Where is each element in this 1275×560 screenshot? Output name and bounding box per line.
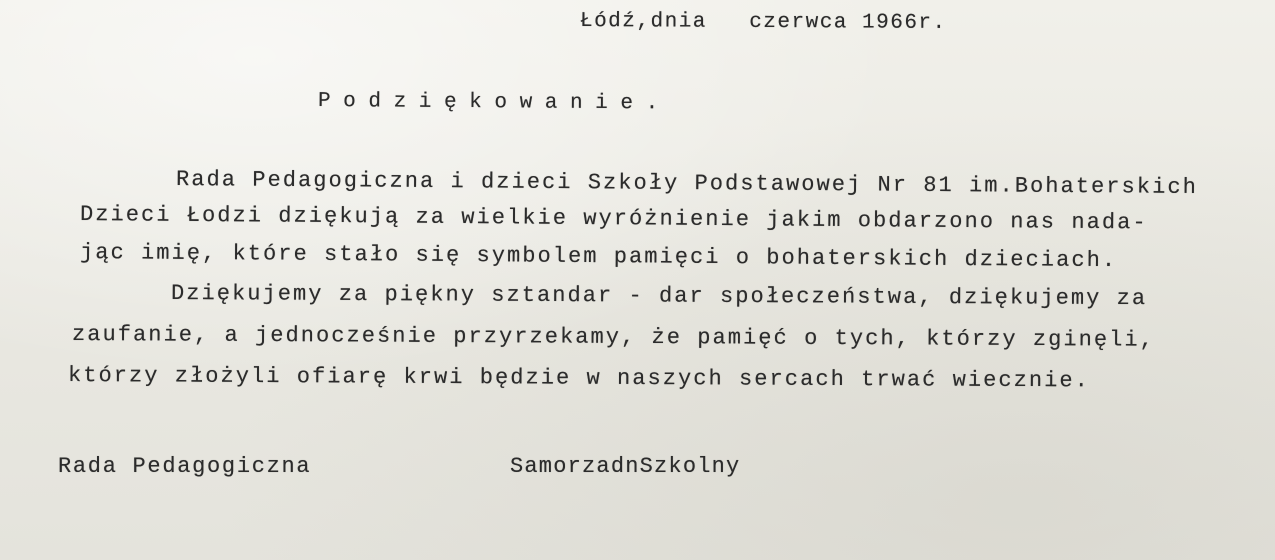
signature-samorzad-szkolny: SamorzadnSzkolny <box>510 454 741 479</box>
body-line: Dzieci Łodzi dziękują za wielkie wyróżnienie jakim obdarzono nas nada- <box>79 202 1148 236</box>
letter-title: Podziękowanie. <box>317 90 671 116</box>
body-line: Rada Pedagogiczna i dzieci Szkoły Podstawowej Nr 81 im.Bohaterskich <box>175 167 1198 201</box>
body-line: jąc imię, które stało się symbolem pamięci o bohaterskich dzieciach. <box>79 240 1118 274</box>
date-line: Łódź,dnia czerwca 1966r. <box>579 10 947 35</box>
body-line: zaufanie, a jednocześnie przyrzekamy, że pamięć o tych, którzy zginęli, <box>71 322 1155 353</box>
body-line: Dziękujemy za piękny sztandar - dar społeczeństwa, dziękujemy za <box>170 281 1148 312</box>
body-line: którzy złożyli ofiarę krwi będzie w naszych sercach trwać wiecznie. <box>67 363 1090 394</box>
signature-rada-pedagogiczna: Rada Pedagogiczna <box>58 454 312 479</box>
